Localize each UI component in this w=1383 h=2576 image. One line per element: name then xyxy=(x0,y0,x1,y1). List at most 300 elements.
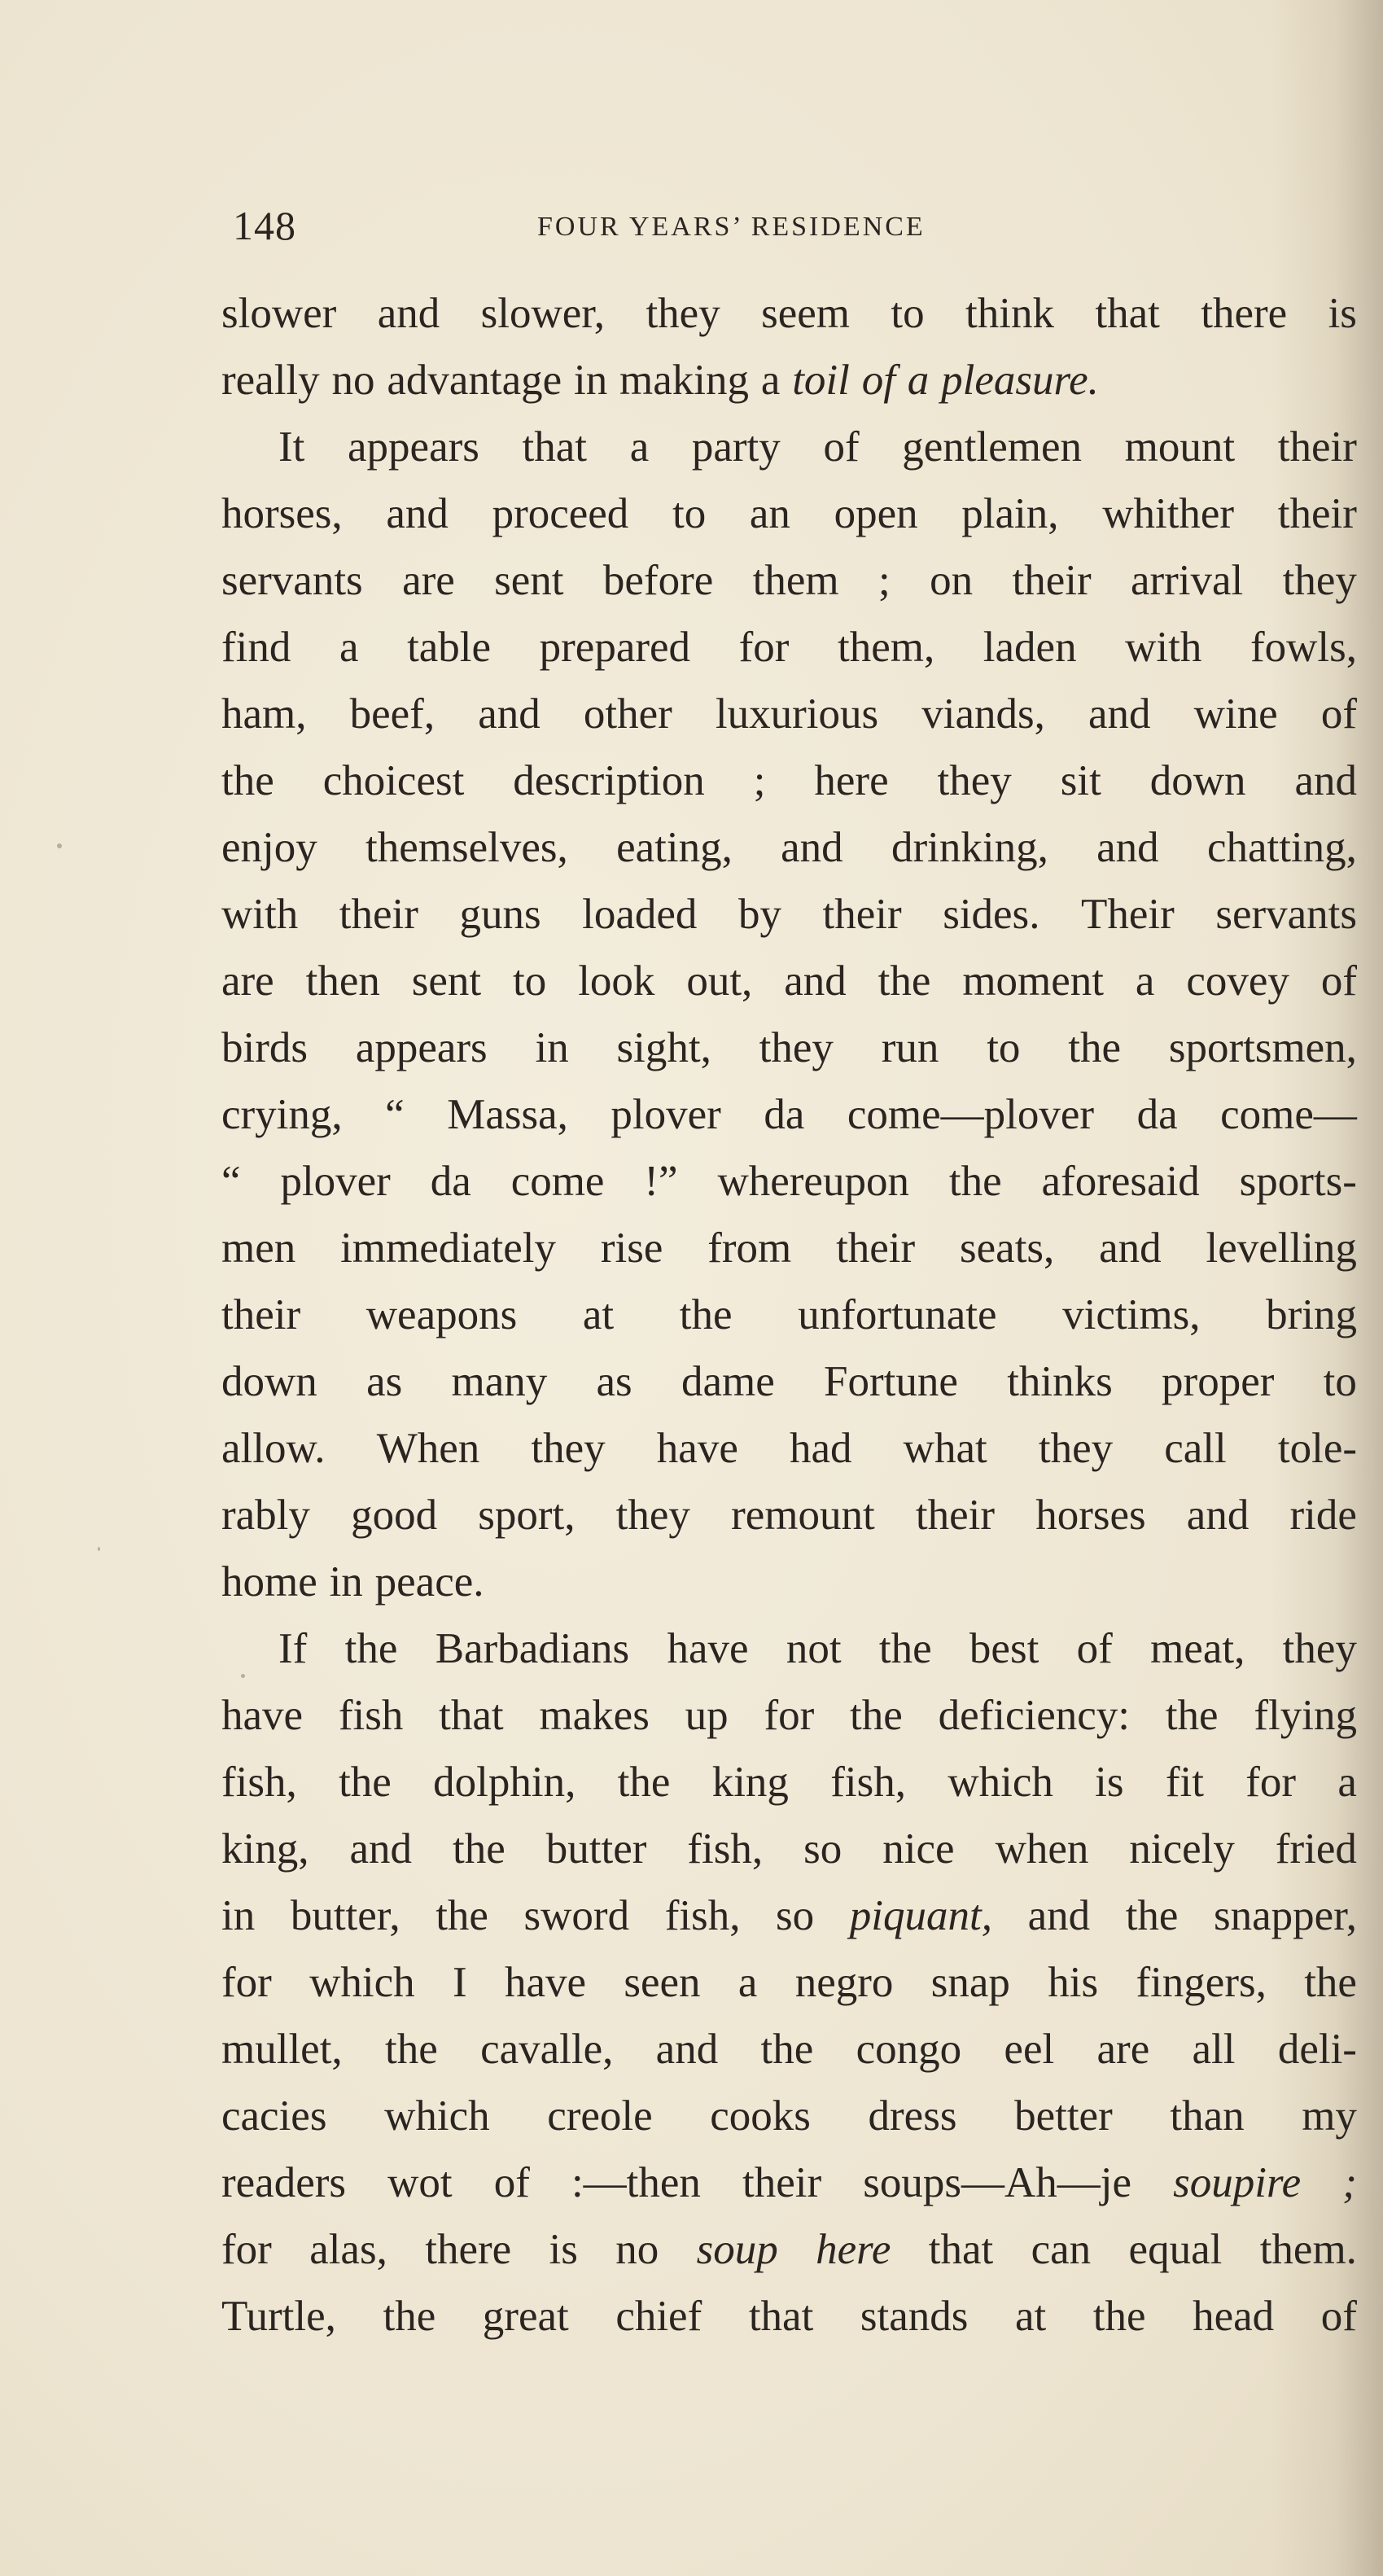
word: !” xyxy=(644,1158,678,1205)
word: they xyxy=(1282,1625,1357,1672)
word: guns xyxy=(459,891,541,938)
word: rise xyxy=(600,1224,663,1272)
word: a xyxy=(339,624,359,671)
word: aforesaid xyxy=(1041,1158,1200,1205)
word: ; xyxy=(753,757,766,804)
word: appears xyxy=(355,1024,488,1071)
running-head xyxy=(221,202,1361,259)
word: open xyxy=(834,490,918,537)
text-line xyxy=(221,814,1357,881)
word: whereupon xyxy=(717,1158,909,1205)
word: with xyxy=(1125,624,1202,671)
word: whither xyxy=(1102,490,1235,537)
word: of xyxy=(1320,2293,1357,2340)
word: better xyxy=(1014,2092,1113,2140)
word: for xyxy=(764,1692,815,1739)
word: tole- xyxy=(1277,1425,1357,1472)
word: in xyxy=(221,1892,256,1939)
word: peace. xyxy=(374,1558,484,1606)
word: da xyxy=(764,1091,805,1138)
word: a xyxy=(760,357,781,404)
word: is xyxy=(1095,1759,1124,1806)
word: down xyxy=(221,1358,317,1405)
word: the xyxy=(948,1158,1002,1205)
page-number: 148 xyxy=(233,203,296,248)
word: dolphin, xyxy=(433,1759,576,1806)
word: ; xyxy=(878,557,891,604)
word: the xyxy=(760,2026,814,2073)
word: an xyxy=(749,490,790,537)
word: description xyxy=(513,757,705,804)
word: servants xyxy=(221,557,363,604)
word: sit xyxy=(1060,757,1101,804)
word: at xyxy=(1014,2293,1047,2340)
word: at xyxy=(582,1291,615,1338)
word: here xyxy=(814,757,889,804)
word: no xyxy=(615,2226,659,2273)
word: sides. xyxy=(943,891,1040,938)
word: to xyxy=(891,290,925,337)
word: mullet, xyxy=(221,2026,343,2073)
word: all xyxy=(1192,2026,1236,2073)
word: sportsmen, xyxy=(1168,1024,1357,1071)
word: proper xyxy=(1162,1358,1275,1405)
word: they xyxy=(531,1425,606,1472)
running-title: FOUR YEARS’ RESIDENCE xyxy=(537,212,926,242)
word: the xyxy=(1165,1692,1219,1739)
word: Turtle, xyxy=(221,2293,336,2340)
text-line xyxy=(221,681,1357,747)
word: by xyxy=(737,891,781,938)
word: fish xyxy=(338,1692,404,1739)
word: prepared xyxy=(539,624,691,671)
word: other xyxy=(583,690,672,738)
word: of xyxy=(1320,690,1357,738)
word: the xyxy=(679,1291,733,1338)
word: nicely xyxy=(1129,1825,1235,1873)
word: the xyxy=(1092,2293,1146,2340)
word: and xyxy=(784,957,847,1005)
word: of xyxy=(1320,957,1357,1005)
word: Fortune xyxy=(824,1358,958,1405)
word: If xyxy=(278,1625,308,1672)
word: Massa, xyxy=(447,1091,568,1138)
word: in xyxy=(573,357,608,404)
word: fingers, xyxy=(1136,1959,1267,2006)
word: up xyxy=(685,1692,729,1739)
word: and xyxy=(377,290,440,337)
word: home xyxy=(221,1558,317,1606)
word: then xyxy=(305,957,380,1005)
text-line xyxy=(221,2016,1357,2083)
word: and xyxy=(349,1825,413,1873)
word: there xyxy=(1201,290,1288,337)
word: butter, xyxy=(290,1892,400,1939)
word: find xyxy=(221,624,291,671)
word: loaded xyxy=(582,891,698,938)
word: the xyxy=(453,1825,505,1873)
word: sports- xyxy=(1239,1158,1357,1205)
word: they xyxy=(759,1024,834,1071)
word: da xyxy=(1136,1091,1178,1138)
word: cooks xyxy=(710,2092,811,2140)
word: a xyxy=(629,423,650,471)
word: that xyxy=(522,423,588,471)
word: seen xyxy=(624,1959,701,2006)
word: fish, xyxy=(687,1825,764,1873)
word: in xyxy=(329,1558,363,1606)
word: fit xyxy=(1165,1759,1204,1806)
word: eel xyxy=(1004,2026,1055,2073)
italic-word: of xyxy=(861,357,895,404)
word: that xyxy=(928,2226,994,2273)
word: the xyxy=(385,2026,438,2073)
word: them. xyxy=(1259,2226,1357,2273)
word: have xyxy=(667,1625,749,1672)
word: plover xyxy=(611,1091,721,1138)
word: fish, xyxy=(221,1759,297,1806)
word: dame xyxy=(681,1358,775,1405)
word: as xyxy=(596,1358,632,1405)
body-text xyxy=(221,280,1357,2350)
word: for xyxy=(1245,1759,1297,1806)
word: not xyxy=(786,1625,842,1672)
word: as xyxy=(366,1358,403,1405)
word: horses xyxy=(1035,1492,1146,1539)
word: sent xyxy=(494,557,564,604)
word: his xyxy=(1048,1959,1099,2006)
word: have xyxy=(221,1692,304,1739)
text-line xyxy=(221,1949,1357,2016)
word: and xyxy=(1088,690,1151,738)
word: fish, xyxy=(664,1892,741,1939)
word: “ xyxy=(385,1091,405,1138)
word: plover xyxy=(280,1158,391,1205)
word: the xyxy=(344,1625,398,1672)
text-line xyxy=(221,347,1357,414)
word: wine xyxy=(1193,690,1278,738)
word: many xyxy=(451,1358,548,1405)
word: levelling xyxy=(1206,1224,1357,1272)
word: da xyxy=(430,1158,471,1205)
word: readers xyxy=(221,2159,346,2206)
word: had xyxy=(790,1425,852,1472)
word: the xyxy=(435,1892,488,1939)
text-line xyxy=(221,2283,1357,2350)
word: which xyxy=(309,1959,415,2006)
word: gentlemen xyxy=(902,423,1082,471)
word: cavalle, xyxy=(480,2026,614,2073)
word: king xyxy=(711,1759,789,1806)
word: making xyxy=(619,357,750,404)
italic-word: toil xyxy=(792,357,850,404)
word: the xyxy=(339,1759,392,1806)
word: the xyxy=(221,757,274,804)
word: they xyxy=(937,757,1012,804)
text-line xyxy=(221,1816,1357,1882)
word: that xyxy=(439,1692,504,1739)
word: and xyxy=(386,490,449,537)
word: than xyxy=(1170,2092,1245,2140)
word: choicest xyxy=(322,757,465,804)
word: meat, xyxy=(1150,1625,1245,1672)
word: call xyxy=(1164,1425,1227,1472)
word: the xyxy=(878,957,931,1005)
word: down xyxy=(1149,757,1246,804)
word: on xyxy=(930,557,974,604)
text-line xyxy=(221,881,1357,948)
word: so xyxy=(776,1892,815,1939)
text-line xyxy=(221,1148,1357,1215)
word: horses, xyxy=(221,490,343,537)
word: snapper, xyxy=(1214,1892,1357,1939)
word: ride xyxy=(1289,1492,1357,1539)
word: makes xyxy=(539,1692,650,1739)
text-line xyxy=(221,747,1357,814)
text-line xyxy=(221,2216,1357,2283)
word: birds xyxy=(221,1024,308,1071)
word: viands, xyxy=(921,690,1045,738)
word: victims, xyxy=(1062,1291,1201,1338)
paper-speck xyxy=(57,843,62,848)
word: “ xyxy=(221,1158,241,1205)
text-line xyxy=(221,2149,1357,2216)
word: the xyxy=(1304,1959,1357,2006)
text-line xyxy=(221,1549,1357,1615)
text-line xyxy=(221,1215,1357,1281)
word: flying xyxy=(1254,1692,1357,1739)
italic-word: soup xyxy=(696,2226,778,2273)
word: and xyxy=(478,690,541,738)
word: wot xyxy=(387,2159,453,2206)
word: have xyxy=(504,1959,587,2006)
word: It xyxy=(278,423,305,471)
word: soups—Ah—je xyxy=(863,2159,1132,2206)
text-line xyxy=(221,2083,1357,2149)
word: and xyxy=(1186,1492,1250,1539)
word: alas, xyxy=(309,2226,387,2273)
word: the xyxy=(878,1625,932,1672)
word: luxurious xyxy=(715,690,879,738)
word: they xyxy=(1038,1425,1114,1472)
word: before xyxy=(602,557,714,604)
word: from xyxy=(707,1224,792,1272)
word: of xyxy=(823,423,860,471)
word: to xyxy=(1323,1358,1357,1405)
word: out, xyxy=(686,957,753,1005)
word: which xyxy=(948,1759,1053,1806)
word: the xyxy=(617,1759,671,1806)
word: crying, xyxy=(221,1091,343,1138)
word: I xyxy=(453,1959,467,2006)
word: and xyxy=(1294,757,1357,804)
italic-word: here xyxy=(816,2226,891,2273)
word: is xyxy=(1328,290,1357,337)
word: bring xyxy=(1266,1291,1357,1338)
word: sight, xyxy=(616,1024,711,1071)
text-line xyxy=(221,1014,1357,1081)
word: are xyxy=(1096,2026,1150,2073)
word: and xyxy=(1096,824,1159,871)
word: great xyxy=(482,2293,569,2340)
word: of xyxy=(1076,1625,1113,1672)
italic-word: soupire xyxy=(1173,2159,1302,2206)
word: can xyxy=(1031,2226,1092,2273)
word: slower, xyxy=(480,290,606,337)
word: enjoy xyxy=(221,824,317,871)
italic-word: pleasure. xyxy=(941,357,1099,404)
word: their xyxy=(742,2159,822,2206)
word: and xyxy=(1099,1224,1162,1272)
text-line xyxy=(221,1281,1357,1348)
word: my xyxy=(1302,2092,1357,2140)
word: for xyxy=(738,624,790,671)
word: beef, xyxy=(349,690,435,738)
word: are xyxy=(221,957,274,1005)
text-line xyxy=(221,948,1357,1014)
word: party xyxy=(691,423,781,471)
text-line xyxy=(221,547,1357,614)
word: covey xyxy=(1186,957,1289,1005)
word: chief xyxy=(615,2293,702,2340)
word: king, xyxy=(221,1825,309,1873)
word: their xyxy=(339,891,418,938)
word: fried xyxy=(1275,1825,1357,1873)
word: their xyxy=(1277,490,1357,537)
word: in xyxy=(535,1024,569,1071)
word: that xyxy=(1095,290,1160,337)
text-line xyxy=(221,414,1357,480)
word: to xyxy=(513,957,547,1005)
word: dress xyxy=(868,2092,957,2140)
word: :—then xyxy=(571,2159,701,2206)
word: they xyxy=(646,290,720,337)
word: seats, xyxy=(960,1224,1055,1272)
word: fish, xyxy=(830,1759,906,1806)
word: Barbadians xyxy=(435,1625,630,1672)
word: slower xyxy=(221,290,337,337)
word: laden xyxy=(983,624,1077,671)
word: the xyxy=(1068,1024,1121,1071)
word: sent xyxy=(411,957,482,1005)
word: and xyxy=(781,824,843,871)
word: come xyxy=(510,1158,605,1205)
word: what xyxy=(903,1425,987,1472)
text-line xyxy=(221,1415,1357,1482)
word: their xyxy=(822,891,902,938)
word: thinks xyxy=(1007,1358,1113,1405)
word: congo xyxy=(856,2026,962,2073)
word: good xyxy=(351,1492,438,1539)
word: mount xyxy=(1124,423,1236,471)
word: when xyxy=(995,1825,1089,1873)
word: moment xyxy=(962,957,1105,1005)
word: they xyxy=(615,1492,690,1539)
word: When xyxy=(376,1425,480,1472)
word: them xyxy=(752,557,839,604)
word: and xyxy=(1027,1892,1091,1939)
italic-word: a xyxy=(907,357,930,404)
word: for xyxy=(221,2226,272,2273)
word: butter xyxy=(545,1825,647,1873)
word: come—plover xyxy=(847,1091,1095,1138)
word: fowls, xyxy=(1250,624,1357,671)
word: head xyxy=(1193,2293,1275,2340)
word: the xyxy=(383,2293,436,2340)
word: their xyxy=(1277,423,1357,471)
word: and xyxy=(655,2026,719,2073)
word: they xyxy=(1282,557,1357,604)
word: sport, xyxy=(478,1492,576,1539)
word: cacies xyxy=(221,2092,327,2140)
word: men xyxy=(221,1224,296,1272)
word: best xyxy=(969,1625,1039,1672)
word: really xyxy=(221,357,320,404)
word: Their xyxy=(1080,891,1175,938)
word: a xyxy=(1337,1759,1357,1806)
word: servants xyxy=(1215,891,1357,938)
word: immediately xyxy=(340,1224,557,1272)
word: drinking, xyxy=(891,824,1048,871)
italic-word: piquant, xyxy=(849,1892,992,1939)
text-line xyxy=(221,1615,1357,1682)
word: their xyxy=(221,1291,301,1338)
word: chatting, xyxy=(1206,824,1357,871)
word: with xyxy=(221,891,299,938)
word: advantage xyxy=(387,357,562,404)
italic-word: ; xyxy=(1342,2159,1357,2206)
word: themselves, xyxy=(365,824,568,871)
word: so xyxy=(803,1825,842,1873)
word: run xyxy=(881,1024,939,1071)
word: a xyxy=(737,1959,758,2006)
text-line xyxy=(221,480,1357,547)
word: nice xyxy=(882,1825,955,1873)
word: sword xyxy=(523,1892,630,1939)
word: are xyxy=(402,557,455,604)
word: eating, xyxy=(616,824,733,871)
word: creole xyxy=(547,2092,653,2140)
word: think xyxy=(965,290,1054,337)
word: deli- xyxy=(1277,2026,1357,2073)
word: there xyxy=(425,2226,512,2273)
word: of xyxy=(493,2159,530,2206)
text-line xyxy=(221,1081,1357,1148)
text-line xyxy=(221,280,1357,347)
text-line xyxy=(221,1882,1357,1949)
word: ham, xyxy=(221,690,307,738)
word: a xyxy=(1135,957,1155,1005)
word: no xyxy=(331,357,375,404)
word: negro xyxy=(794,1959,894,2006)
word: to xyxy=(987,1024,1021,1071)
word: their xyxy=(836,1224,916,1272)
word: them, xyxy=(837,624,935,671)
text-line xyxy=(221,1682,1357,1749)
word: their xyxy=(1012,557,1092,604)
word: unfortunate xyxy=(798,1291,997,1338)
word: allow. xyxy=(221,1425,326,1472)
word: remount xyxy=(731,1492,875,1539)
word: snap xyxy=(930,1959,1010,2006)
word: arrival xyxy=(1130,557,1244,604)
word: equal xyxy=(1128,2226,1223,2273)
word: for xyxy=(221,1959,272,2006)
word: appears xyxy=(348,423,479,471)
text-line xyxy=(221,1348,1357,1415)
word: have xyxy=(656,1425,738,1472)
word: look xyxy=(578,957,655,1005)
